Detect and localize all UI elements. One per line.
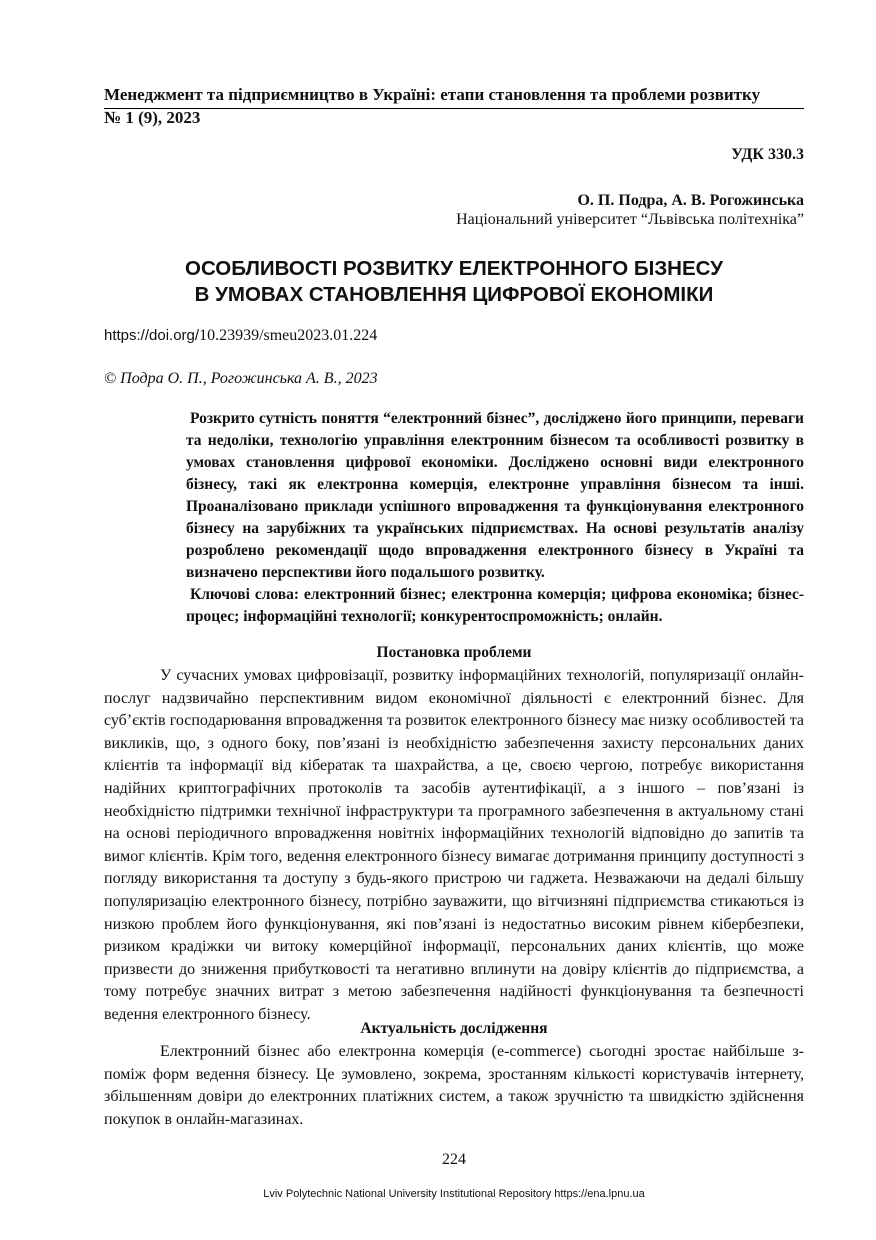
affiliation: Національний університет “Львівська політехніка” — [456, 211, 804, 228]
section-heading-relevance: Актуальність дослідження — [360, 1020, 548, 1037]
doi-prefix: https://doi.org/ — [104, 327, 200, 344]
repository-footer: Lviv Polytechnic National University Institutional Repository https://ena.lpnu.ua — [263, 1188, 645, 1200]
doi-id: 10.23939/smeu2023.01.224 — [199, 327, 378, 344]
title-line-1: ОСОБЛИВОСТІ РОЗВИТКУ ЕЛЕКТРОННОГО БІЗНЕСУ — [185, 257, 723, 280]
doi-link[interactable] — [104, 327, 377, 345]
abstract — [186, 408, 804, 628]
authors: О. П. Подра, А. В. Рогожинська — [577, 192, 804, 209]
section-body-relevance — [104, 1041, 804, 1131]
keywords: Ключові слова: електронний бізнес; електронна комерція; цифрова економіка; бізнес-процес; інформаційні технології; конкурентоспроможність; онлайн. — [186, 586, 804, 625]
page-number: 224 — [442, 1151, 466, 1168]
paragraph: Електронний бізнес або електронна комерція (e-commerce) сьогодні зростає найбільше з-поміж форм ведення бізнесу. Це зумовлено, зокрема, зростанням кількості користувачів інтернету, збільшенням довіри до електронних платіжних систем, а також зручністю та швидкістю здійснення покупок в онлайн-магазинах. — [104, 1043, 804, 1128]
copyright: © Подра О. П., Рогожинська А. В., 2023 — [104, 370, 378, 387]
udk-code: УДК 330.3 — [731, 146, 804, 163]
issue-number: № 1 (9), 2023 — [104, 108, 201, 127]
paragraph: У сучасних умовах цифровізації, розвитку інформаційних технологій, популяризації онлайн-послуг надзвичайно перспективним видом економічної діяльності є електронний бізнес. Для суб’єктів господарювання впровадження та розвиток електронного бізнесу має низку особливостей та викликів, що, з одного боку, пов’язані із необхідністю забезпечення захисту персональних даних клієнтів та інформації від кібератак та шахрайства, а це, своєю чергою, потребує використання надійних криптографічних протоколів та засобів аутентифікації, а з іншого – пов’язані із необхідністю підтримки технічної інфраструктури та програмного забезпечення в актуальному стані на основі періодичного впровадження новітніх інформаційних технологій відповідно до запитів та вимог клієнтів. Крім того, ведення електронного бізнесу вимагає дотримання принципу доступності з погляду використання та доступу з будь-якого пристрою чи гаджета. Незважаючи на дедалі більшу популяризацію електронного бізнесу, потрібно зауважити, що вітчизняні підприємства стикаються із низкою проблем його функціонування, які пов’язані із недостатньо високим рівнем кібербезпеки, ризиком крадіжки чи витоку комерційної інформації, персональних даних клієнтів, що може призвести до зниження прибутковості та негативно вплинути на довіру клієнтів до підприємства, а тому потребує значних витрат з метою забезпечення надійності функціонування та безпечності ведення електронного бізнесу. — [104, 667, 804, 1023]
section-body-problem — [104, 665, 804, 1027]
journal-title: Менеджмент та підприємництво в Україні: етапи становлення та проблеми розвитку — [104, 84, 804, 109]
article-title — [104, 256, 804, 308]
title-line-2: В УМОВАХ СТАНОВЛЕННЯ ЦИФРОВОЇ ЕКОНОМІКИ — [194, 283, 714, 306]
abstract-text: Розкрито сутність поняття “електронний бізнес”, досліджено його принципи, переваги та недоліки, технологію управління електронним бізнесом та особливості розвитку в умовах становлення цифрової економіки. Досліджено основні види електронного бізнесу, такі як електронна комерція, електронне управління бізнесом та інші. Проаналізовано приклади успішного впровадження та функціонування електронного бізнесу на зарубіжних та українських підприємствах. На основі результатів аналізу розроблено рекомендації щодо впровадження електронного бізнесу в Україні та визначено перспективи його подальшого розвитку. — [186, 410, 804, 581]
section-heading-problem: Постановка проблеми — [376, 644, 532, 661]
